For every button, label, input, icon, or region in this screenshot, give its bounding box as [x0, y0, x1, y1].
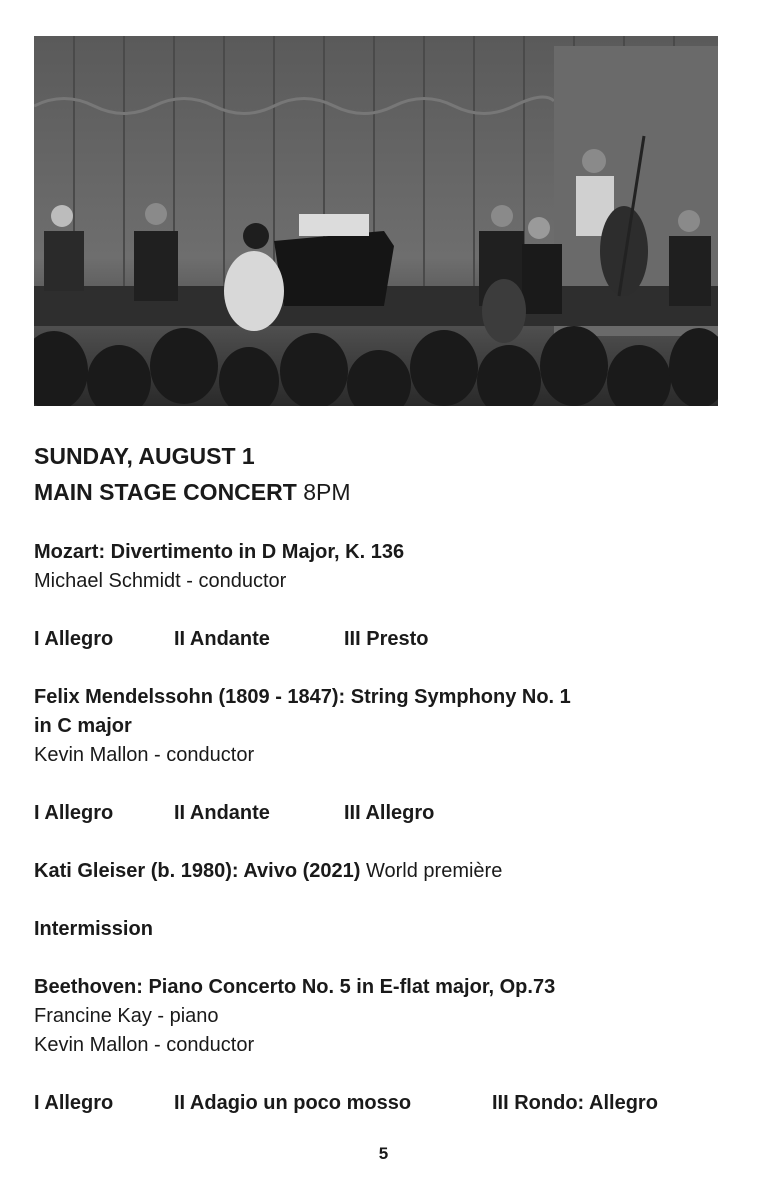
movement: I Allegro: [34, 628, 114, 650]
program-content: [34, 438, 734, 1118]
movement: I Allegro: [34, 802, 114, 824]
movement: I Allegro: [34, 1092, 114, 1114]
piece-title: Beethoven: Piano Concerto No. 5 in E-flat major, Op.73: [34, 976, 556, 998]
piece-performer: Michael Schmidt - conductor: [34, 570, 287, 592]
piece-soloist: Francine Kay - piano: [34, 1005, 219, 1027]
piece-title-continued: in C major: [34, 715, 132, 737]
concert-name: MAIN STAGE CONCERT: [34, 479, 297, 505]
concert-title: [34, 474, 734, 510]
concert-date: SUNDAY, AUGUST 1: [34, 443, 255, 469]
piece-title: Mozart: Divertimento in D Major, K. 136: [34, 541, 405, 563]
piece-title: [34, 857, 734, 886]
movement-list: [34, 799, 734, 828]
movement: III Allegro: [344, 802, 435, 824]
movement: II Andante: [174, 802, 270, 824]
page-number: 5: [378, 1144, 389, 1163]
program-intermission: [34, 915, 734, 944]
piece-title-text: Kati Gleiser (b. 1980): Avivo (2021): [34, 860, 361, 882]
program-piece-mozart: [34, 538, 734, 654]
piece-note: World première: [360, 860, 503, 882]
movement-list: [34, 1089, 734, 1118]
program-piece-beethoven: [34, 973, 734, 1118]
concert-photo: [34, 36, 718, 406]
piece-title: Felix Mendelssohn (1809 - 1847): String Symphony No. 1: [34, 686, 571, 708]
program-piece-mendelssohn: [34, 683, 734, 828]
piece-performer: Kevin Mallon - conductor: [34, 744, 255, 766]
program-piece-gleiser: [34, 857, 734, 886]
movement: II Adagio un poco mosso: [174, 1092, 412, 1114]
movement: III Presto: [344, 628, 429, 650]
concert-time: 8PM: [303, 479, 351, 505]
piece-performer: Kevin Mallon - conductor: [34, 1034, 255, 1056]
movement-list: [34, 625, 734, 654]
movement: II Andante: [174, 628, 270, 650]
intermission-label: Intermission: [34, 918, 153, 940]
movement: III Rondo: Allegro: [492, 1092, 658, 1114]
concert-photo-icon: [34, 36, 718, 406]
